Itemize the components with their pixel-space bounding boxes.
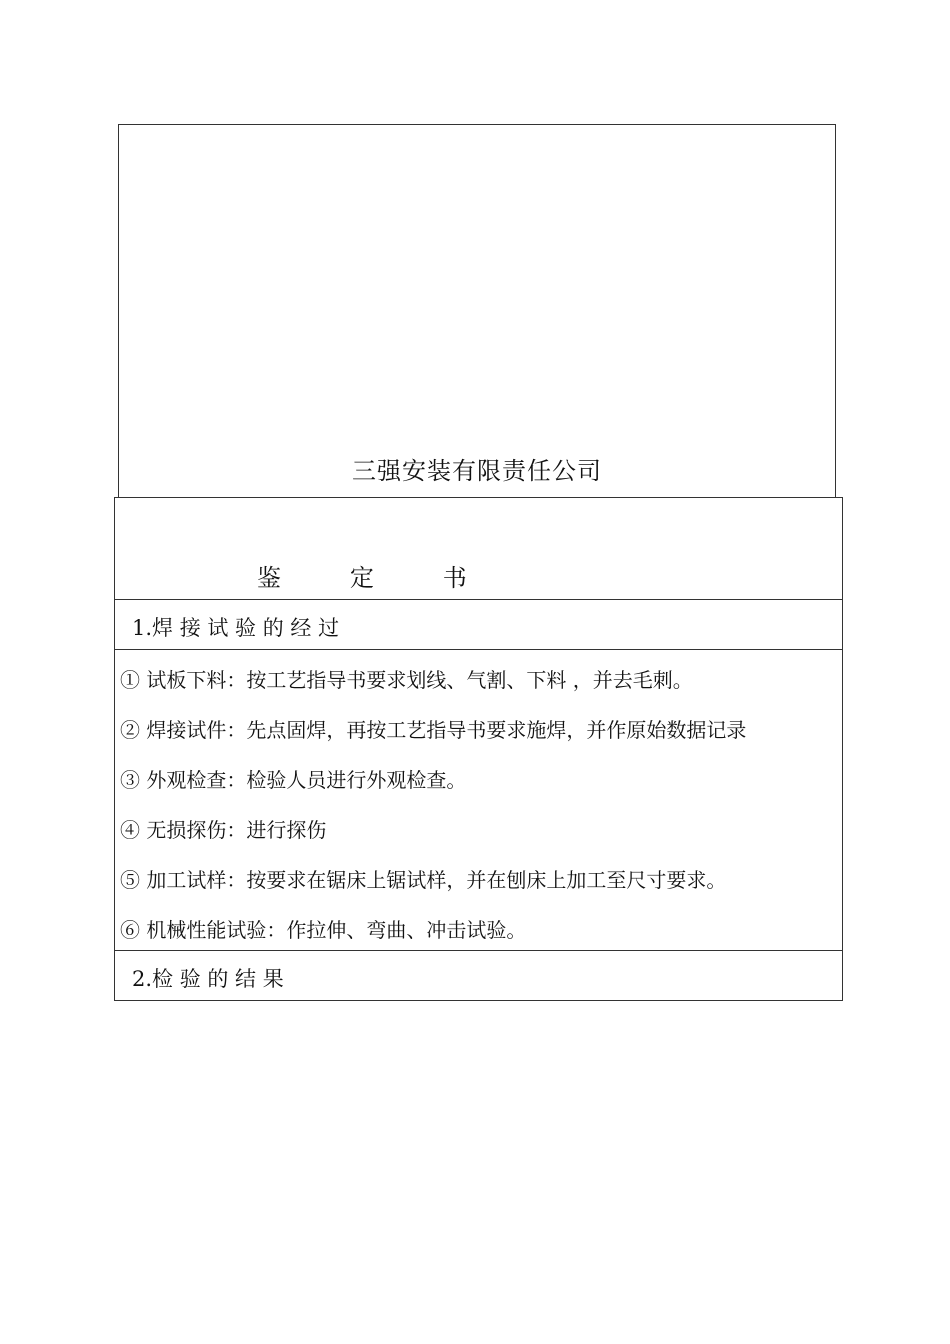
section1-heading: 1.焊 接 试 验 的 经 过: [132, 616, 340, 640]
section2-heading: 2.检 验 的 结 果: [132, 967, 284, 991]
section2-row: [115, 951, 842, 1000]
steps-row: [115, 650, 842, 951]
appraisal-table: [114, 497, 843, 1001]
step-item: ④ 无损探伤：进行探伤: [120, 818, 327, 842]
step-item: ① 试板下料：按工艺指导书要求划线、气割、下料 ，并去毛刺。: [120, 668, 693, 692]
section1-row: [115, 600, 842, 650]
step-item: ⑥ 机械性能试验：作拉伸、弯曲、冲击试验。: [120, 918, 527, 942]
step-item: ③ 外观检查：检验人员进行外观检查。: [120, 768, 467, 792]
step-item: ② 焊接试件：先点固焊，再按工艺指导书要求施焊，并作原始数据记录: [120, 718, 747, 742]
company-name: 三强安装有限责任公司: [352, 457, 602, 485]
title-row: [115, 498, 842, 600]
step-item: ⑤ 加工试样：按要求在锯床上锯试样，并在刨床上加工至尺寸要求。: [120, 868, 727, 892]
document-title: 鉴 定 书: [257, 564, 468, 592]
cover-box: [118, 124, 836, 497]
